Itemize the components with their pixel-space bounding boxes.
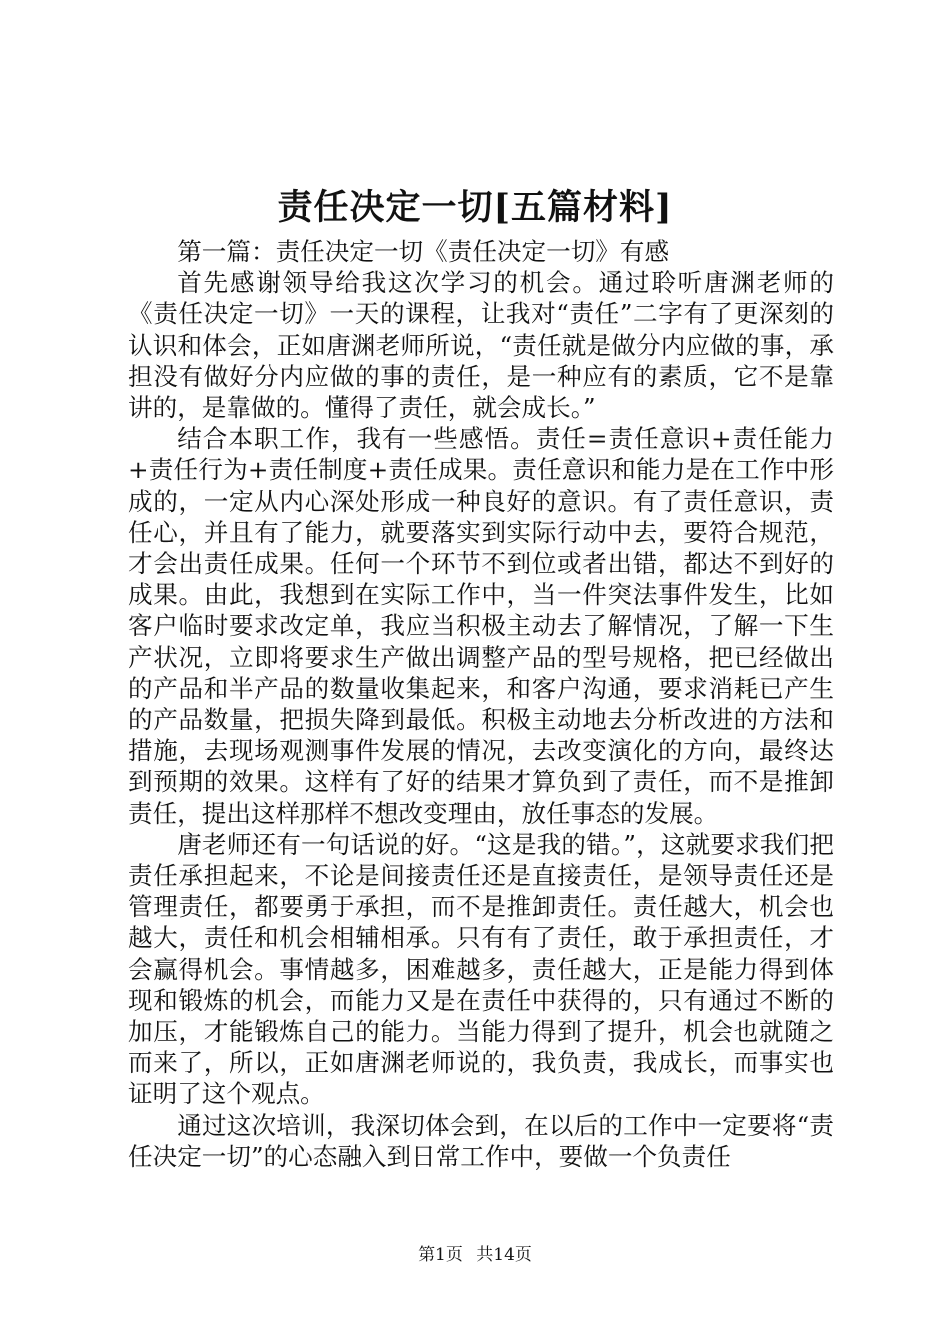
document-title: 责任决定一切[五篇材料] — [277, 187, 673, 228]
page-total: 共14页 — [476, 1245, 532, 1265]
body-paragraph: 首先感谢领导给我这次学习的机会。通过聆听唐渊老师的《责任决定一切》一天的课程，让我对“责任”二字有了更深刻的认识和体会，正如唐渊老师所说，“责任就是做分内应做的事，承担没有做好分内应做的事的责任，是一种应有的素质，它不是靠讲的，是靠做的。懂得了责任，就会成长。” — [128, 268, 834, 423]
body-paragraph: 唐老师还有一句话说的好。“这是我的错。”，这就要求我们把责任承担起来，不论是间接责任还是直接责任，是领导责任还是管理责任，都要勇于承担，而不是推卸责任。责任越大，机会也越大，责任和机会相辅相承。只有有了责任，敢于承担责任，才会赢得机会。事情越多，困难越多，责任越大，正是能力得到体现和锻炼的机会，而能力又是在责任中获得的，只有通过不断的加压，才能锻炼自己的能力。当能力得到了提升，机会也就随之而来了，所以，正如唐渊老师说的，我负责，我成长，而事实也证明了这个观点。 — [128, 829, 834, 1109]
page-footer — [0, 1244, 950, 1266]
section-heading: 第一篇：责任决定一切《责任决定一切》有感 — [177, 237, 670, 266]
page-number: 第1页 — [418, 1245, 463, 1265]
document-body — [128, 236, 834, 1172]
body-paragraph: 通过这次培训，我深切体会到，在以后的工作中一定要将“责任决定一切”的心态融入到日常工作中，要做一个负责任 — [128, 1110, 834, 1171]
body-paragraph: 结合本职工作，我有一些感悟。责任=责任意识+责任能力+责任行为+责任制度+责任成果。责任意识和能力是在工作中形成的，一定从内心深处形成一种良好的意识。有了责任意识，责任心，并且有了能力，就要落实到实际行动中去，要符合规范，才会出责任成果。任何一个环节不到位或者出错，都达不到好的成果。由此，我想到在实际工作中，当一件突法事件发生，比如客户临时要求改定单，我应当积极主动去了解情况，了解一下生产状况，立即将要求生产做出调整产品的型号规格，把已经做出的产品和半产品的数量收集起来，和客户沟通，要求消耗已产生的产品数量，把损失降到最低。积极主动地去分析改进的方法和措施，去现场观测事件发展的情况，去改变演化的方向，最终达到预期的效果。这样有了好的结果才算负到了责任，而不是推卸责任，提出这样那样不想改变理由，放任事态的发展。 — [128, 424, 834, 828]
